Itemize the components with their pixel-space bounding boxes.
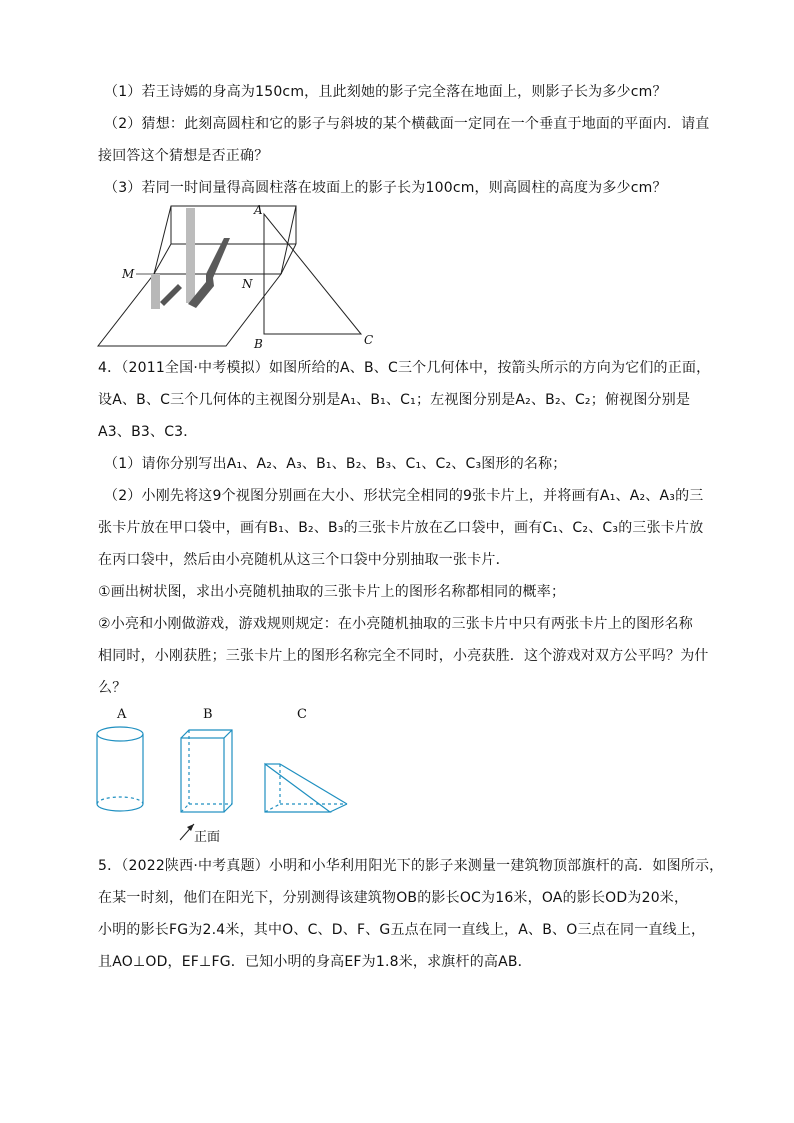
cuboid-solid [181,730,232,812]
q4-part2-line2: 张卡片放在甲口袋中，画有B₁、B₂、B₃的三张卡片放在乙口袋中，画有C₁、C₂、C₃的三张卡片放 [98,520,704,536]
q4-sub2-line3: 么？ [98,680,127,696]
q4-part2-line1: （2）小刚先将这9个视图分别画在大小、形状完全相同的9张卡片上，并将画有A₁、A₂、A₃的三 [104,488,704,504]
q4-stem-line2: 设A、B、C三个几何体的主视图分别是A₁、B₁、C₁；左视图分别是A₂、B₂、C₂；俯视图分别是 [98,392,691,408]
solid-A-label: A [117,707,127,722]
cylinder-solid [97,727,143,811]
solid-B-label: B [203,707,213,722]
q5-line3: 小明的影长FG为2.4米，其中O、C、D、F、G五点在同一直线上，A、B、O三点在同一直线上， [98,922,706,938]
q3-part3: （3）若同一时间量得高圆柱落在坡面上的影子长为100cm，则高圆柱的高度为多少cm？ [104,180,667,196]
label-A: A [254,203,263,217]
triangular-prism-solid [265,764,347,812]
q3-figure [96,198,386,353]
q4-part2-line3: 在丙口袋中，然后由小亮随机从这三个口袋中分别抽取一张卡片． [98,552,510,568]
q3-part2-line2: 接回答这个猜想是否正确？ [98,148,269,164]
q3-part2-line1: （2）猜想：此刻高圆柱和它的影子与斜坡的某个横截面一定同在一个垂直于地面的平面内．请直 [104,116,710,132]
q4-sub2-line1: ②小亮和小刚做游戏，游戏规则规定：在小亮随机抽取的三张卡片中只有两张卡片上的图形名称 [98,616,693,632]
q4-part1: （1）请你分别写出A₁、A₂、A₃、B₁、B₂、B₃、C₁、C₂、C₃图形的名称； [104,456,567,472]
label-C: C [364,333,374,347]
q4-stem-line3: A3、B3、C3． [98,424,198,440]
label-N: N [242,277,253,291]
solid-C-label: C [297,707,307,722]
q4-stem-line1: 4．（2011全国·中考模拟）如图所给的A、B、C三个几何体中，按箭头所示的方向为它们的正面， [98,360,711,376]
q4-sub1: ①画出树状图，求出小亮随机抽取的三张卡片上的图形名称都相同的概率； [98,584,566,600]
q3-part1: （1）若王诗嫣的身高为150cm，且此刻她的影子完全落在地面上，则影子长为多少cm？ [104,84,667,100]
label-B: B [254,337,263,351]
q5-line1: 5．（2022陕西·中考真题）小明和小华利用阳光下的影子来测量一建筑物顶部旗杆的高．如图所示， [98,858,724,874]
q4-figure [90,702,360,847]
q5-line4: 且AO⊥OD，EF⊥FG．已知小明的身高EF为1.8米，求旗杆的高AB． [98,954,532,970]
q5-line2: 在某一时刻，他们在阳光下，分别测得该建筑物OB的影长OC为16米，OA的影长OD为20米， [98,890,689,906]
front-label: 正面 [194,830,221,845]
q4-sub2-line2: 相同时，小刚获胜；三张卡片上的图形名称完全不同时，小亮获胜．这个游戏对双方公平吗？为什 [98,648,709,664]
label-M: M [122,267,135,281]
